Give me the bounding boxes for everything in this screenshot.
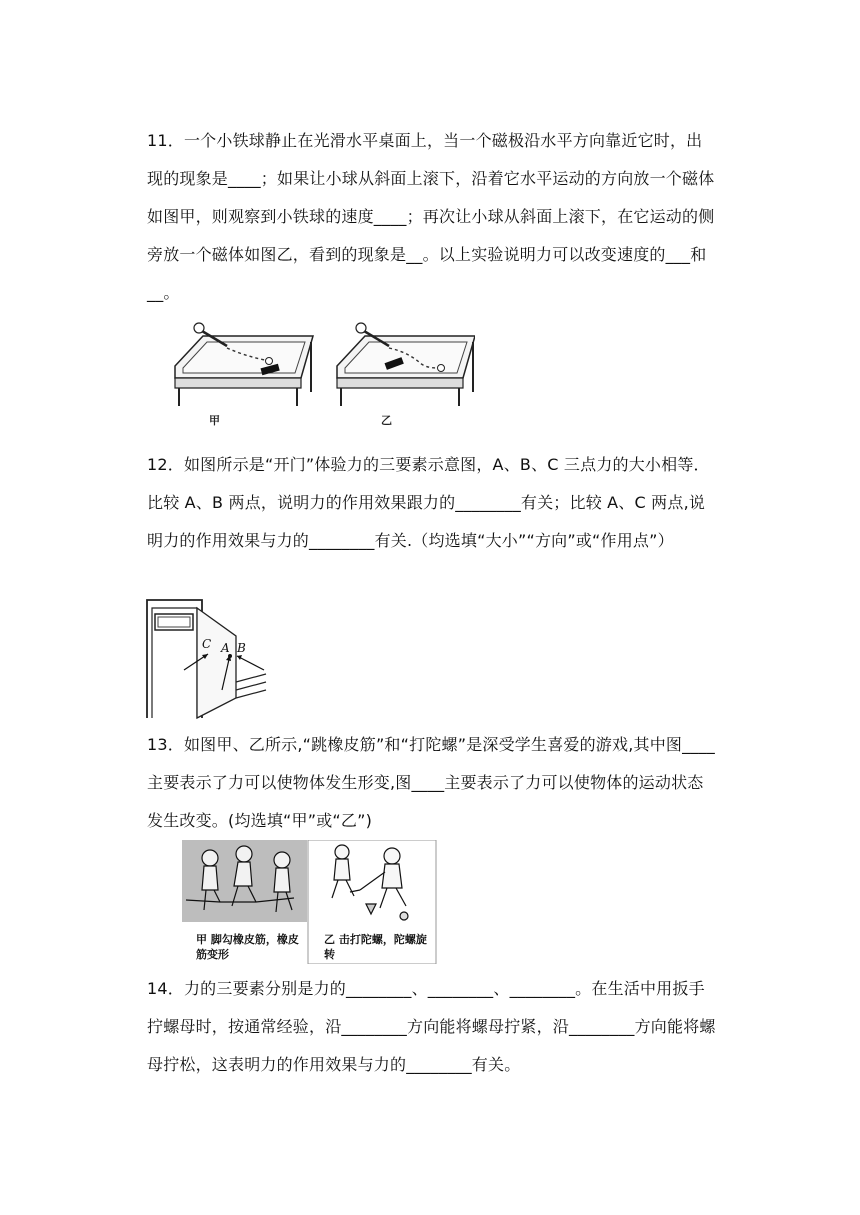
figure-caption-jia: 甲 脚勾橡皮筋，橡皮筋变形 <box>196 933 299 961</box>
table-yi <box>337 323 475 406</box>
figure-caption-yi: 乙 击打陀螺，陀螺旋转 <box>324 933 427 961</box>
figure-magnet-experiment <box>165 318 475 428</box>
figure-games <box>182 840 437 964</box>
figure-caption-yi: 乙 <box>381 414 392 427</box>
figure-caption-jia: 甲 <box>209 414 220 427</box>
question-13 <box>147 726 717 840</box>
question-text: 如图甲、乙所示,“跳橡皮筋”和“打陀螺”是深受学生喜爱的游戏,其中图____主要表示了力可以使物体发生形变,图____主要表示了力可以使物体的运动状态发生改变。(均选填“甲”或“乙”) <box>147 735 715 830</box>
question-number: 12． <box>147 455 184 474</box>
question-number: 14． <box>147 979 184 998</box>
figure-door <box>144 598 269 720</box>
table-jia <box>175 323 313 406</box>
question-14 <box>147 970 717 1084</box>
question-text: 一个小铁球静止在光滑水平桌面上，当一个磁极沿水平方向靠近它时，出现的现象是____；如果让小球从斜面上滚下，沿着它水平运动的方向放一个磁体如图甲，则观察到小铁球的速度____；再次让小球从斜面上滚下，在它运动的侧旁放一个磁体如图乙，看到的现象是__。以上实验说明力可以改变速度的___和__。 <box>147 131 715 302</box>
question-text: 如图所示是“开门”体验力的三要素示意图，A、B、C 三点力的大小相等．比较 A、B 两点，说明力的作用效果跟力的________有关；比较 A、C 两点,说明力的作用效果与力的________有关.（均选填“大小”“方向”或“作用点”） <box>147 455 710 550</box>
point-label-b: B <box>237 641 246 655</box>
question-12 <box>147 446 717 560</box>
point-label-c: C <box>202 637 212 651</box>
question-11 <box>147 122 717 312</box>
point-label-a: A <box>221 641 230 655</box>
question-number: 11． <box>147 131 184 150</box>
question-number: 13． <box>147 735 184 754</box>
question-text: 力的三要素分别是力的________、________、________。在生活中用扳手拧螺母时，按通常经验，沿________方向能将螺母拧紧，沿________方向能将螺母拧松，这表明力的作用效果与力的________有关。 <box>147 979 716 1074</box>
